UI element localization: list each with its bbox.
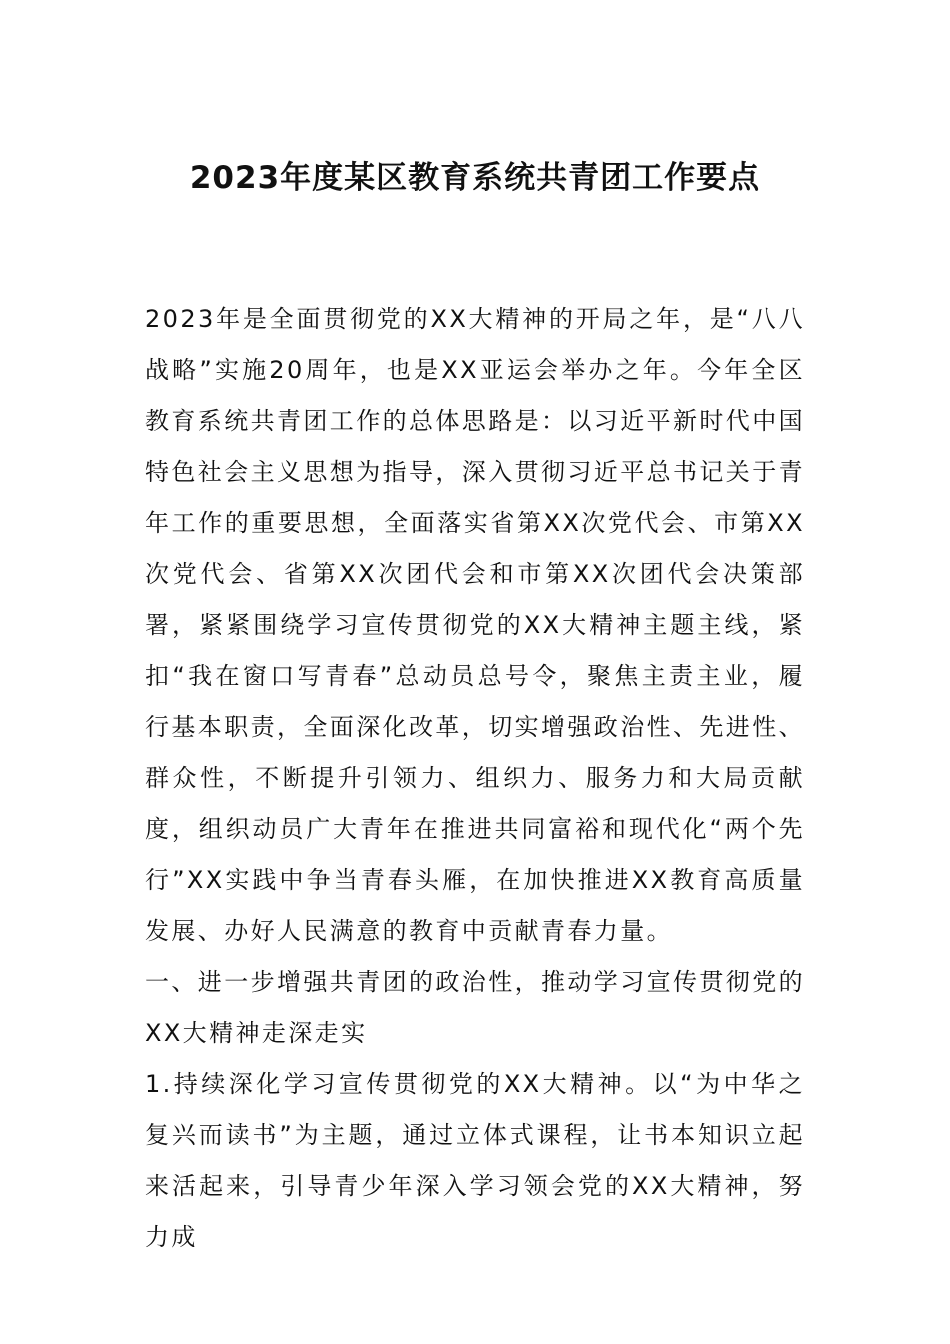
section-heading: 一、进一步增强共青团的政治性，推动学习宣传贯彻党的XX大精神走深走实	[145, 968, 805, 1047]
intro-paragraph: 2023年是全面贯彻党的XX大精神的开局之年，是“八八战略”实施20周年，也是XX亚运会举办之年。今年全区教育系统共青团工作的总体思路是：以习近平新时代中国特色社会主义思想为指导，深入贯彻习近平总书记关于青年工作的重要思想，全面落实省第XX次党代会、市第XX次党代会、省第XX次团代会和市第XX次团代会决策部署，紧紧围绕学习宣传贯彻党的XX大精神主题主线，紧扣“我在窗口写青春”总动员总号令，聚焦主责主业，履行基本职责，全面深化改革，切实增强政治性、先进性、群众性，不断提升引领力、组织力、服务力和大局贡献度，组织动员广大青年在推进共同富裕和现代化“两个先行”XX实践中争当青春头雁，在加快推进XX教育高质量发展、办好人民满意的教育中贡献青春力量。	[145, 305, 805, 945]
document-title: 2023年度某区教育系统共青团工作要点	[189, 160, 761, 196]
document-body	[145, 294, 805, 1263]
subsection-paragraph: 1.持续深化学习宣传贯彻党的XX大精神。以“为中华之复兴而读书”为主题，通过立体式课程，让书本知识立起来活起来，引导青少年深入学习领会党的XX大精神，努力成	[145, 1070, 805, 1251]
